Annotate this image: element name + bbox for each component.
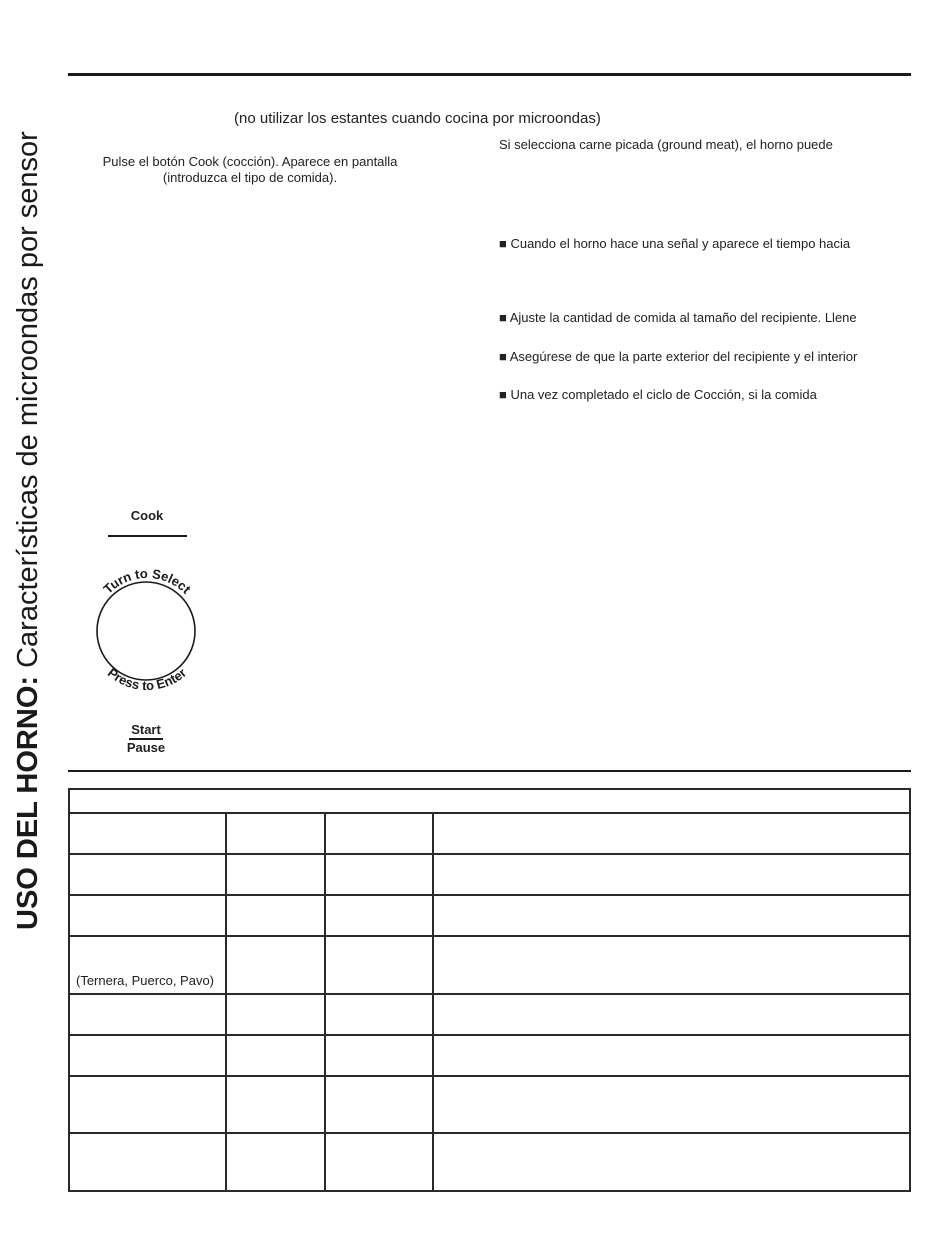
table-cell (325, 1133, 433, 1191)
note-bullet-1: ■ Cuando el horno hace una señal y aparece el tiempo hacia (499, 236, 851, 251)
table-cell (69, 854, 226, 895)
top-divider (68, 73, 911, 76)
table-cell (69, 994, 226, 1035)
table-cell (69, 1035, 226, 1076)
note-bullet-2: ■ Ajuste la cantidad de comida al tamaño del recipiente. Llene (499, 310, 857, 325)
table-row (69, 854, 910, 895)
table-cell (433, 936, 910, 994)
start-pause-button-label (88, 722, 204, 756)
middle-divider (68, 770, 911, 772)
table-cell (325, 936, 433, 994)
table-cell (69, 1076, 226, 1133)
table-cell (433, 813, 910, 854)
sensor-cooking-table (68, 788, 911, 1192)
cook-button-label: Cook (130, 508, 164, 523)
pause-label: Pause (126, 740, 166, 755)
page-section-title (14, 131, 43, 930)
table-cell (226, 1076, 325, 1133)
table-header-cell (69, 789, 910, 813)
table-cell (433, 1133, 910, 1191)
table-row (69, 936, 910, 994)
table-cell (226, 1035, 325, 1076)
table-cell (69, 1133, 226, 1191)
table-cell (325, 854, 433, 895)
table-cell (325, 994, 433, 1035)
table-cell (433, 895, 910, 936)
note-bullet-4: ■ Una vez completado el ciclo de Cocción, si la comida (499, 387, 817, 402)
step-press-cook-text: Pulse el botón Cook (cocción). Aparece en pantalla (introduzca el tipo de comida). (102, 154, 398, 185)
select-dial-icon (88, 550, 208, 710)
table-header-row (69, 789, 910, 813)
table-cell (325, 1076, 433, 1133)
section-title-regular: Características de microondas por sensor (12, 131, 44, 676)
press-to-enter-label: Press to Enter (104, 664, 190, 694)
table-cell (226, 854, 325, 895)
table-row (69, 1076, 910, 1133)
table-cell (69, 813, 226, 854)
table-cell (226, 895, 325, 936)
table-cell (226, 994, 325, 1035)
table-cell (433, 1035, 910, 1076)
table-row (69, 813, 910, 854)
turn-to-select-label: Turn to Select (100, 565, 194, 597)
table-cell (433, 994, 910, 1035)
table-row (69, 994, 910, 1035)
table-row (69, 1035, 910, 1076)
table-cell (325, 813, 433, 854)
shelf-warning-subtitle: (no utilizar los estantes cuando cocina por microondas) (234, 110, 601, 127)
table-cell (325, 1035, 433, 1076)
start-label: Start (129, 722, 163, 740)
table-cell: (Ternera, Puerco, Pavo) (69, 936, 226, 994)
ground-meat-note: Si selecciona carne picada (ground meat), el horno puede (499, 137, 833, 152)
note-bullet-3: ■ Asegúrese de que la parte exterior del recipiente y el interior (499, 349, 858, 364)
table-cell (226, 1133, 325, 1191)
table-cell (325, 895, 433, 936)
table-row (69, 1133, 910, 1191)
table-cell (433, 1076, 910, 1133)
table-row (69, 895, 910, 936)
table-cell (226, 813, 325, 854)
cook-button-underline (108, 535, 187, 537)
dial-circle (97, 582, 195, 680)
table-cell (226, 936, 325, 994)
table-cell (69, 895, 226, 936)
control-panel-illustration (88, 500, 208, 762)
table-cell (433, 854, 910, 895)
section-title-bold: USO DEL HORNO: (12, 675, 44, 930)
